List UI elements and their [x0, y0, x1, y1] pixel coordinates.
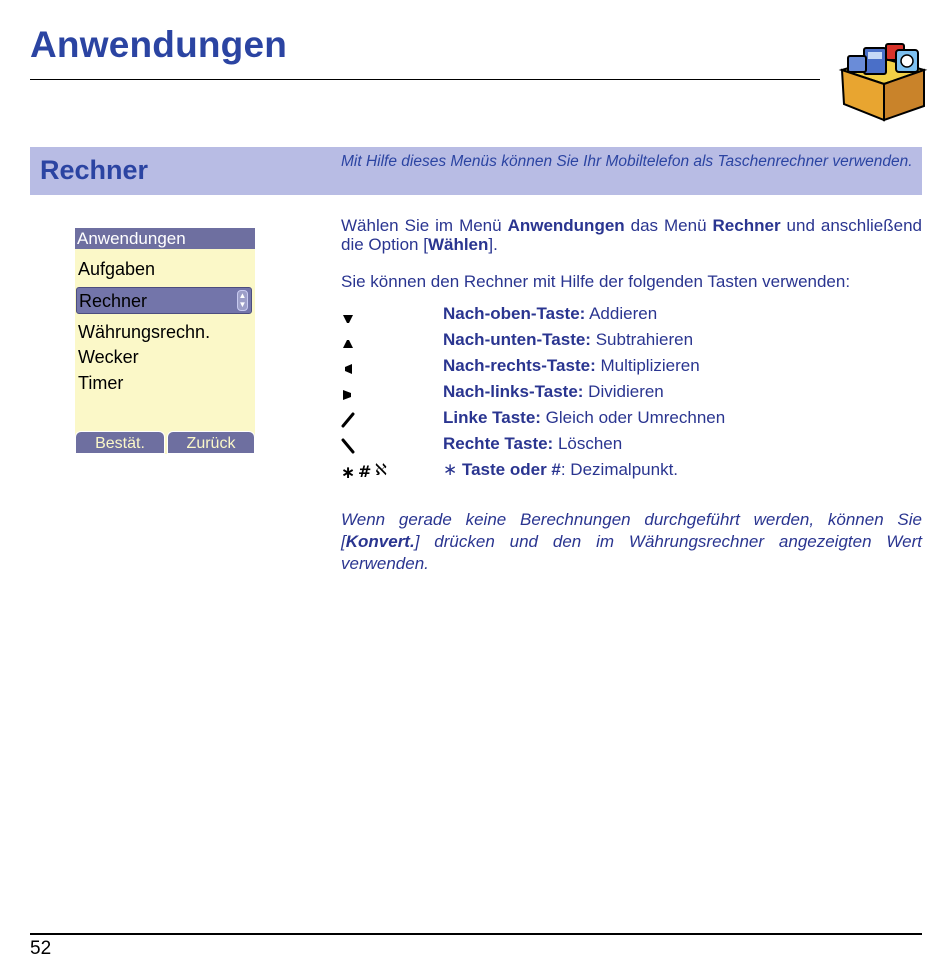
key-label: Nach-rechts-Taste: — [443, 356, 596, 375]
key-description: Dividieren — [583, 382, 664, 401]
key-label: Rechte Taste: — [443, 434, 554, 453]
text-span: das Menü — [624, 216, 713, 235]
applications-box-icon — [834, 40, 930, 122]
convert-note — [341, 509, 922, 575]
menu-name-calculator: Rechner — [712, 216, 781, 235]
key-label: Linke Taste: — [443, 408, 541, 427]
page-number: 52 — [30, 938, 52, 959]
key-row — [341, 303, 901, 327]
section-band — [30, 147, 922, 195]
key-label: Taste oder # — [461, 460, 561, 479]
keys-intro: Sie können den Rechner mit Hilfe der folgenden Tasten verwenden: — [341, 272, 851, 291]
down-key-icon — [341, 303, 401, 325]
key-prefix: ∗ — [443, 460, 462, 479]
page-title: Anwendungen — [30, 24, 288, 65]
title-rule — [30, 79, 820, 80]
key-label: Nach-oben-Taste: — [443, 304, 586, 323]
key-description: Gleich oder Umrechnen — [540, 408, 726, 427]
key-label: Nach-unten-Taste: — [443, 330, 591, 349]
menu-name-applications: Anwendungen — [507, 216, 625, 235]
key-description: Löschen — [553, 434, 623, 453]
phone-menu-item[interactable]: Aufgaben — [78, 259, 156, 279]
phone-menu-item[interactable]: Timer — [78, 373, 124, 393]
key-description: Subtrahieren — [590, 330, 694, 349]
svg-text:∗: ∗ — [341, 463, 356, 481]
left-key-icon — [341, 355, 401, 377]
phone-screen — [75, 228, 255, 454]
section-intro: Mit Hilfe dieses Menüs können Sie Ihr Mobiltelefon als Taschenrechner verwenden. — [341, 153, 913, 170]
key-description: : Dezimalpunkt. — [560, 460, 679, 479]
text-span: ]. — [488, 235, 498, 254]
up-key-icon — [341, 329, 401, 351]
text-span: Wenn gerade keine Berechnungen durchgeführt werden, können Sie [ — [341, 510, 922, 551]
key-row — [341, 355, 901, 379]
left-softkey-icon — [341, 407, 401, 429]
softkey-confirm[interactable]: Bestät. — [75, 431, 165, 454]
softkey-back[interactable]: Zurück — [167, 431, 255, 454]
phone-menu-item[interactable]: Wecker — [78, 347, 139, 367]
convert-keyword: Konvert. — [345, 532, 415, 551]
right-softkey-icon — [341, 433, 401, 455]
key-row — [341, 459, 901, 483]
svg-text:ℵ: ℵ — [375, 460, 387, 479]
footer-rule — [30, 933, 922, 935]
key-row — [341, 407, 901, 431]
option-select: Wählen — [427, 235, 489, 254]
key-description: Multiplizieren — [595, 356, 700, 375]
svg-text:#: # — [358, 462, 372, 481]
star-hash-icon — [341, 459, 401, 481]
section-title: Rechner — [40, 155, 149, 185]
text-span: Wählen Sie im Menü — [341, 216, 508, 235]
key-row — [341, 381, 901, 405]
key-label: Nach-links-Taste: — [443, 382, 584, 401]
key-row — [341, 329, 901, 353]
key-row — [341, 433, 901, 457]
instruction-paragraph — [341, 216, 922, 254]
phone-menu-item[interactable]: Währungsrechn. — [78, 322, 211, 342]
phone-header: Anwendungen — [75, 228, 255, 249]
text-span: und anschließend die Option [ — [341, 216, 922, 254]
phone-menu-item-selected[interactable] — [76, 287, 252, 314]
text-span: ] drücken und den im Währungsrechner angezeigten Wert verwenden. — [341, 532, 922, 573]
scroll-arrows-icon: ▲ ▼ — [238, 291, 247, 309]
right-key-icon — [341, 381, 401, 403]
key-description: Addieren — [585, 304, 658, 323]
phone-selected-label: Rechner — [79, 291, 148, 311]
